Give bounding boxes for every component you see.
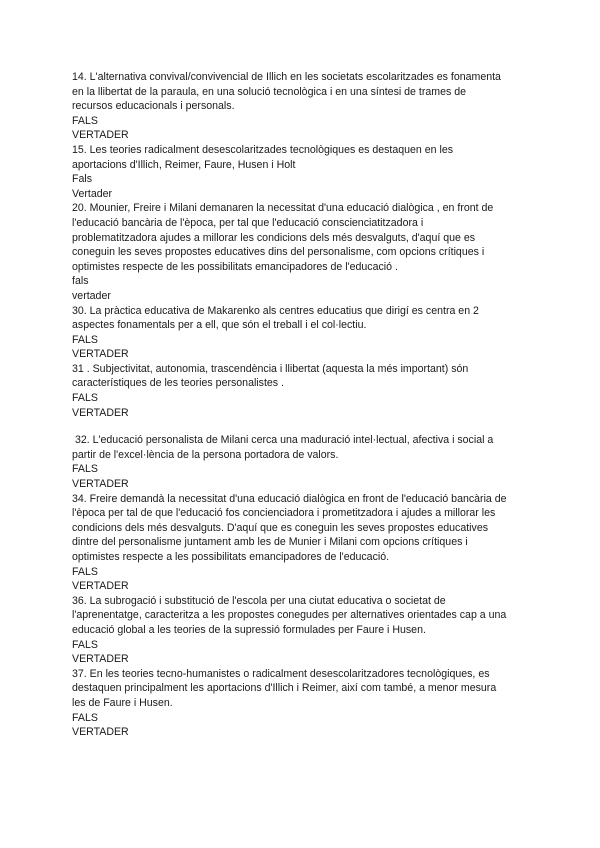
question-text-line: 36. La subrogació i substitució de l'escola per una ciutat educativa o societat de: [72, 594, 446, 607]
question-text-line: característiques de les teories personalistes .: [72, 377, 284, 390]
option-true: VERTADER: [72, 478, 129, 491]
option-true: VERTADER: [72, 129, 129, 142]
question-text-line: 32. L'educació personalista de Milani cerca una maduració intel·lectual, afectiva i social a: [72, 434, 494, 447]
question-text-line: l'educació bancària de l'època, per tal que l'educació conscienciatitzadora i: [72, 216, 424, 229]
question-text-line: problematitzadora ajudes a millorar les condicions dels més desvalguts, d'aquí que es: [72, 231, 476, 244]
question-15: [72, 143, 532, 201]
question-text-line: 37. En les teories tecno-humanistes o radicalment desescolaritzadores tecnològiques, es: [72, 667, 490, 680]
blank-line: [72, 420, 532, 433]
option-false: fals: [72, 275, 89, 288]
question-36: [72, 594, 532, 667]
option-false: FALS: [72, 711, 98, 724]
question-text-line: 31 . Subjectivitat, autonomia, trascendència i llibertat (aquesta la més important) són: [72, 362, 469, 375]
question-37: [72, 667, 532, 740]
question-30: [72, 304, 532, 362]
option-true: VERTADER: [72, 406, 129, 419]
question-text-line: 14. L'alternativa convival/convivencial de Illich en les societats escolaritzades es fonamenta: [72, 71, 501, 83]
question-text-line: l'aprenentatge, caracteritza a les propostes conegudes per alternatives orientades cap a una: [72, 609, 507, 622]
question-text-line: dintre del personalisme juntament amb les de Munier i Milani com opcions crítiques i: [72, 536, 468, 549]
question-text-line: 15. Les teories radicalment desescolaritzades tecnològiques es destaquen en les: [72, 143, 454, 156]
question-text-line: aspectes fonamentals per a ell, que són el treball i el col·lectiu.: [72, 319, 367, 332]
question-text-line: en la llibertat de la paraula, en una solució tecnològica i en una síntesi de trames de: [72, 85, 466, 98]
question-text-line: l'època per tal de que l'educació fos concienciadora i prometitzadora i ajudes a millorar les: [72, 507, 496, 520]
question-34: [72, 492, 532, 594]
question-31: [72, 362, 532, 420]
option-true: vertader: [72, 289, 111, 302]
option-false: FALS: [72, 333, 98, 346]
option-false: FALS: [72, 463, 98, 476]
question-text-line: partir de l'excel·lència de la persona portadora de valors.: [72, 448, 339, 461]
question-text-line: recursos educacionals i personals.: [72, 100, 235, 113]
question-text-line: 20. Mounier, Freire i Milani demanaren la necessitat d'una educació dialògica , en front de: [72, 202, 494, 215]
question-20: [72, 201, 532, 303]
option-true: VERTADER: [72, 580, 129, 593]
option-false: Fals: [72, 173, 93, 186]
option-false: FALS: [72, 565, 98, 578]
option-false: FALS: [72, 392, 98, 405]
question-text-line: optimistes respecte de les possibilitats emancipadores de l'educació .: [72, 260, 398, 273]
option-true: VERTADER: [72, 653, 129, 666]
question-text-line: destaquen principalment les aportacions d'Illich i Reimer, així com també, a menor mesura: [72, 682, 497, 695]
question-text-line: aportacions d'Illich, Reimer, Faure, Husen i Holt: [72, 158, 296, 171]
question-text-line: educació global a les teories de la supressió formulades per Faure i Husen.: [72, 623, 426, 636]
question-text-line: 34. Freire demandà la necessitat d'una educació dialògica en front de l'educació bancària de: [72, 492, 507, 505]
question-text-line: les de Faure i Husen.: [72, 696, 173, 709]
question-32: [72, 433, 532, 491]
question-14: [72, 70, 532, 143]
option-true: VERTADER: [72, 726, 129, 739]
question-text-line: coneguin les seves propostes educatives dins del personalisme, com opcions crítiques i: [72, 246, 485, 259]
question-text-line: 30. La pràctica educativa de Makarenko als centres educatius que dirigí es centra en 2: [72, 304, 479, 317]
question-text-line: optimistes respecte a les possibilitats emancipadores de l'educació.: [72, 551, 390, 563]
question-text-line: condicions dels més desvalguts. D'aquí que es coneguin les seves propostes educatives: [72, 521, 489, 534]
option-true: VERTADER: [72, 348, 129, 361]
option-true: Vertader: [72, 187, 113, 200]
option-false: FALS: [72, 638, 98, 651]
question-list: [72, 70, 532, 740]
option-false: FALS: [72, 114, 98, 127]
